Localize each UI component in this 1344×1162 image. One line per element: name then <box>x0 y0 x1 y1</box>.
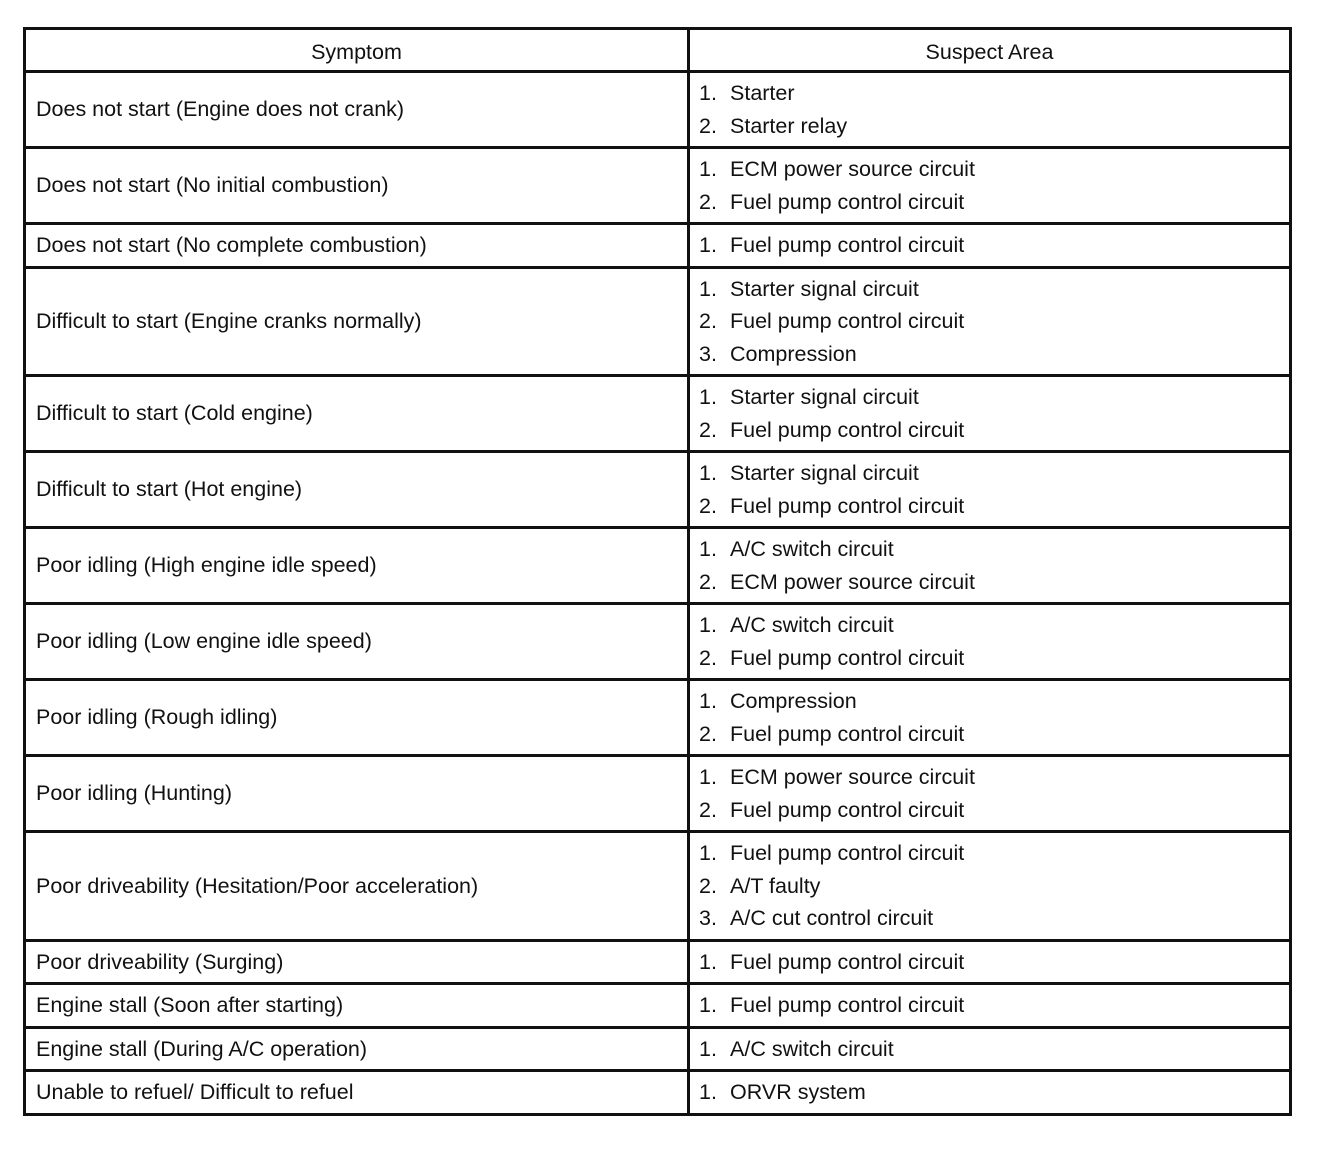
suspect-area-item <box>699 186 1281 219</box>
suspect-area-number: 2. <box>699 309 717 333</box>
suspect-area-number: 2. <box>699 417 717 442</box>
suspect-area-cell <box>689 604 1291 680</box>
suspect-area-list <box>699 1033 1281 1066</box>
table-row <box>25 680 1291 756</box>
symptom-cell: Difficult to start (Hot engine) <box>25 452 689 528</box>
suspect-area-text: Fuel pump control circuit <box>730 797 965 822</box>
suspect-area-text: ECM power source circuit <box>730 765 975 789</box>
suspect-area-number: 2. <box>699 493 717 518</box>
suspect-area-list <box>699 77 1281 142</box>
table-row <box>25 832 1291 941</box>
suspect-area-list <box>699 273 1281 371</box>
suspect-area-text: Fuel pump control circuit <box>730 841 965 865</box>
suspect-area-cell <box>689 267 1291 376</box>
suspect-area-item <box>699 273 1281 306</box>
table-row <box>25 984 1291 1028</box>
suspect-area-text: A/C switch circuit <box>730 613 894 637</box>
table-row <box>25 267 1291 376</box>
table-row <box>25 528 1291 604</box>
suspect-area-item <box>699 902 1281 935</box>
suspect-area-number: 1. <box>699 949 717 974</box>
symptom-cell: Does not start (No initial combustion) <box>25 148 689 224</box>
suspect-area-item <box>699 1033 1281 1066</box>
suspect-area-item <box>699 338 1281 371</box>
suspect-area-item <box>699 946 1281 979</box>
suspect-area-cell <box>689 452 1291 528</box>
suspect-area-text: ORVR system <box>730 1080 866 1104</box>
suspect-area-item <box>699 1076 1281 1109</box>
suspect-area-cell <box>689 72 1291 148</box>
suspect-area-item <box>699 837 1281 870</box>
symptom-cell: Poor idling (High engine idle speed) <box>25 528 689 604</box>
symptom-table-container <box>23 27 1289 1116</box>
symptom-cell: Does not start (Engine does not crank) <box>25 72 689 148</box>
symptom-cell: Does not start (No complete combustion) <box>25 224 689 268</box>
suspect-area-text: A/C cut control circuit <box>730 906 934 930</box>
suspect-area-text: Fuel pump control circuit <box>730 721 965 746</box>
suspect-area-number: 1. <box>699 689 717 713</box>
suspect-area-number: 1. <box>699 385 717 409</box>
suspect-area-item <box>699 718 1281 751</box>
suspect-area-number: 1. <box>699 276 717 301</box>
suspect-area-item <box>699 566 1281 599</box>
suspect-area-number: 3. <box>699 341 717 366</box>
suspect-area-number: 1. <box>699 1080 717 1104</box>
suspect-area-number: 1. <box>699 233 717 257</box>
suspect-area-text: Fuel pump control circuit <box>730 493 965 518</box>
suspect-area-list <box>699 609 1281 674</box>
suspect-area-number: 1. <box>699 1036 717 1061</box>
table-row <box>25 72 1291 148</box>
suspect-area-text: Compression <box>730 689 857 713</box>
table-row <box>25 940 1291 984</box>
suspect-area-text: Fuel pump control circuit <box>730 189 965 214</box>
suspect-area-cell <box>689 376 1291 452</box>
suspect-area-item <box>699 414 1281 447</box>
symptom-cell: Poor idling (Hunting) <box>25 756 689 832</box>
suspect-area-list <box>699 1076 1281 1109</box>
suspect-area-list <box>699 457 1281 522</box>
suspect-area-cell <box>689 984 1291 1028</box>
suspect-area-list <box>699 946 1281 979</box>
suspect-area-item <box>699 229 1281 262</box>
suspect-area-cell <box>689 528 1291 604</box>
suspect-area-number: 2. <box>699 873 717 898</box>
suspect-area-text: Starter relay <box>730 113 848 138</box>
suspect-area-number: 2. <box>699 797 717 822</box>
table-row <box>25 452 1291 528</box>
suspect-area-number: 1. <box>699 537 717 561</box>
suspect-area-number: 1. <box>699 841 717 865</box>
suspect-area-item <box>699 77 1281 110</box>
table-body <box>25 72 1291 1115</box>
suspect-area-item <box>699 794 1281 827</box>
suspect-area-text: Compression <box>730 341 857 366</box>
suspect-area-number: 3. <box>699 906 717 930</box>
suspect-area-text: ECM power source circuit <box>730 569 975 594</box>
suspect-area-cell <box>689 224 1291 268</box>
suspect-area-number: 2. <box>699 721 717 746</box>
suspect-area-number: 2. <box>699 645 717 670</box>
suspect-area-text: A/C switch circuit <box>730 1036 894 1061</box>
symptom-cell: Poor driveability (Surging) <box>25 940 689 984</box>
suspect-area-number: 1. <box>699 461 717 485</box>
suspect-area-item <box>699 685 1281 718</box>
suspect-area-item <box>699 533 1281 566</box>
suspect-area-item <box>699 457 1281 490</box>
suspect-area-list <box>699 381 1281 446</box>
suspect-area-item <box>699 642 1281 675</box>
suspect-area-text: Starter signal circuit <box>730 276 919 301</box>
symptom-cell: Engine stall (Soon after starting) <box>25 984 689 1028</box>
symptom-cell: Difficult to start (Cold engine) <box>25 376 689 452</box>
symptom-column-header: Symptom <box>25 29 689 72</box>
symptom-cell: Poor idling (Rough idling) <box>25 680 689 756</box>
suspect-area-list <box>699 153 1281 218</box>
suspect-area-item <box>699 110 1281 143</box>
suspect-area-list <box>699 685 1281 750</box>
suspect-area-number: 1. <box>699 613 717 637</box>
suspect-area-text: Fuel pump control circuit <box>730 233 965 257</box>
suspect-area-cell <box>689 680 1291 756</box>
suspect-area-text: Fuel pump control circuit <box>730 993 965 1017</box>
suspect-area-cell <box>689 1071 1291 1115</box>
table-row <box>25 1027 1291 1071</box>
suspect-area-list <box>699 533 1281 598</box>
suspect-area-number: 1. <box>699 765 717 789</box>
suspect-area-cell <box>689 940 1291 984</box>
suspect-area-text: A/T faulty <box>730 873 821 898</box>
table-row <box>25 148 1291 224</box>
suspect-area-cell <box>689 148 1291 224</box>
suspect-area-text: Starter signal circuit <box>730 385 919 409</box>
suspect-area-item <box>699 761 1281 794</box>
header-row <box>25 29 1291 72</box>
table-row <box>25 224 1291 268</box>
suspect-area-list <box>699 761 1281 826</box>
table-row <box>25 756 1291 832</box>
suspect-area-text: Fuel pump control circuit <box>730 645 965 670</box>
suspect-area-cell <box>689 1027 1291 1071</box>
symptom-cell: Unable to refuel/ Difficult to refuel <box>25 1071 689 1115</box>
suspect-area-number: 1. <box>699 993 717 1017</box>
suspect-area-item <box>699 989 1281 1022</box>
suspect-area-text: Starter <box>730 81 795 105</box>
suspect-area-text: Fuel pump control circuit <box>730 417 965 442</box>
symptom-cell: Poor idling (Low engine idle speed) <box>25 604 689 680</box>
suspect-area-item <box>699 870 1281 903</box>
table-row <box>25 376 1291 452</box>
suspect-area-column-header: Suspect Area <box>689 29 1291 72</box>
suspect-area-number: 1. <box>699 157 717 181</box>
table-row <box>25 1071 1291 1115</box>
suspect-area-item <box>699 153 1281 186</box>
suspect-area-number: 1. <box>699 81 717 105</box>
suspect-area-number: 2. <box>699 569 717 594</box>
suspect-area-number: 2. <box>699 113 717 138</box>
suspect-area-item <box>699 490 1281 523</box>
suspect-area-item <box>699 381 1281 414</box>
suspect-area-text: ECM power source circuit <box>730 157 975 181</box>
symptom-cell: Poor driveability (Hesitation/Poor acceleration) <box>25 832 689 941</box>
suspect-area-item <box>699 305 1281 338</box>
suspect-area-text: Starter signal circuit <box>730 461 919 485</box>
symptom-cell: Difficult to start (Engine cranks normally) <box>25 267 689 376</box>
suspect-area-text: Fuel pump control circuit <box>730 309 965 333</box>
suspect-area-cell <box>689 756 1291 832</box>
suspect-area-cell <box>689 832 1291 941</box>
symptom-cell: Engine stall (During A/C operation) <box>25 1027 689 1071</box>
suspect-area-list <box>699 229 1281 262</box>
table-row <box>25 604 1291 680</box>
suspect-area-text: A/C switch circuit <box>730 537 894 561</box>
suspect-area-item <box>699 609 1281 642</box>
symptom-table <box>23 27 1292 1116</box>
suspect-area-list <box>699 837 1281 935</box>
suspect-area-number: 2. <box>699 189 717 214</box>
suspect-area-text: Fuel pump control circuit <box>730 949 965 974</box>
suspect-area-list <box>699 989 1281 1022</box>
